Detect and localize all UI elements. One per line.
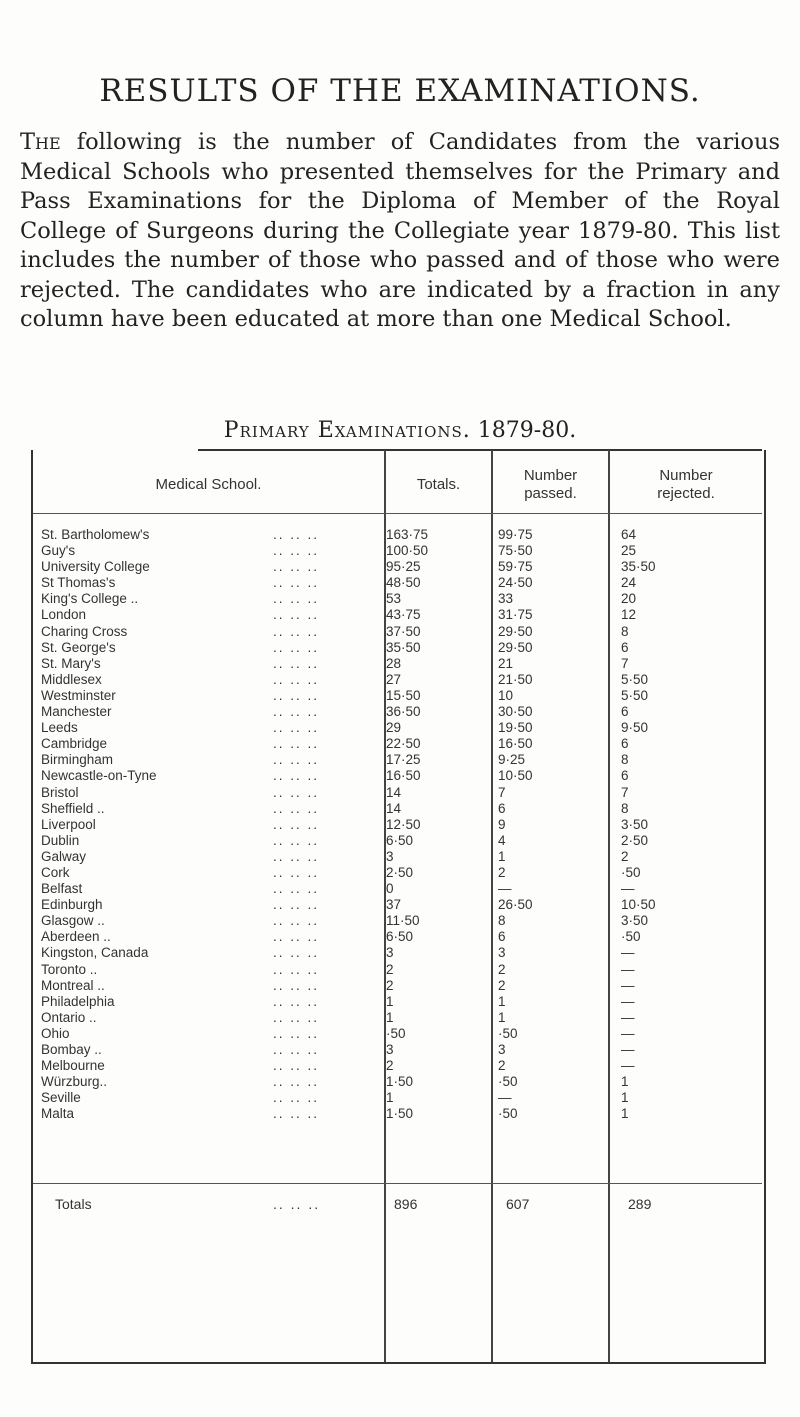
row-passed: 30·50 (498, 704, 533, 720)
leader-dots: .. .. .. (273, 543, 320, 559)
table-row (33, 865, 762, 881)
row-passed: 2 (498, 961, 506, 977)
school-name: St. Mary's (41, 655, 101, 671)
school-name: Seville (41, 1090, 81, 1106)
row-total: 1 (386, 993, 394, 1009)
row-passed: 1 (498, 993, 506, 1009)
school-name: St. Bartholomew's (41, 527, 150, 542)
leader-dots: .. .. .. (273, 929, 320, 945)
leader-dots: .. .. .. (273, 961, 320, 977)
leader-dots: .. .. .. (273, 607, 320, 623)
row-rejected: 20 (621, 591, 637, 607)
row-passed: 26·50 (498, 897, 533, 913)
row-total: 2 (386, 961, 394, 977)
table-row (33, 897, 762, 913)
row-total: 3 (386, 945, 394, 961)
leader-dots: .. .. .. (273, 736, 320, 752)
table-row (33, 785, 762, 801)
leader-dots: .. .. .. (273, 655, 320, 671)
row-rejected: — (621, 945, 635, 961)
row-total: 15·50 (386, 687, 421, 703)
leader-dots: .. .. .. (273, 913, 320, 929)
row-passed: 16·50 (498, 736, 533, 752)
row-passed: 7 (498, 784, 506, 800)
page-heading: RESULTS OF THE EXAMINATIONS. (99, 73, 701, 109)
row-total: 22·50 (386, 736, 421, 752)
leader-dots: .. .. .. (273, 704, 320, 720)
leader-dots: .. .. .. (273, 752, 320, 768)
table-row (33, 543, 762, 559)
row-rejected: 8 (621, 623, 629, 639)
table-row (33, 994, 762, 1010)
leader-dots: .. .. .. (273, 1074, 320, 1090)
row-total: 0 (386, 881, 394, 897)
table-row (33, 591, 762, 607)
school-name: Liverpool (41, 816, 96, 832)
row-passed: 9 (498, 816, 506, 832)
row-rejected: — (621, 993, 635, 1009)
leader-dots: .. .. .. (273, 784, 320, 800)
row-total: 2 (386, 1058, 394, 1074)
section-subheading (0, 418, 800, 443)
row-total: 2·50 (386, 864, 414, 880)
table-row (33, 559, 762, 575)
school-name: Montreal .. (41, 977, 105, 993)
leader-dots: .. .. .. (273, 832, 320, 848)
leader-dots: .. .. .. (273, 768, 320, 784)
school-name: Bombay .. (41, 1042, 102, 1057)
school-name: Middlesex (41, 671, 102, 687)
header-rule (33, 513, 762, 514)
row-rejected: 1 (621, 1090, 629, 1106)
row-total: 12·50 (386, 816, 421, 832)
school-name: Newcastle-on-Tyne (41, 768, 157, 784)
row-passed: 1 (498, 1009, 506, 1025)
school-name: Würzburg.. (41, 1074, 108, 1090)
table-row (33, 575, 762, 591)
table-row (33, 656, 762, 672)
leader-dots: .. .. .. (273, 945, 320, 961)
leader-dots: .. .. .. (273, 864, 320, 880)
school-name: Edinburgh (41, 897, 103, 913)
row-rejected: 3·50 (621, 816, 649, 832)
school-name: University College (41, 559, 150, 575)
row-rejected: 8 (621, 752, 629, 768)
school-name: Birmingham (41, 752, 114, 768)
row-rejected: 6 (621, 639, 629, 655)
leader-dots: .. .. .. (273, 800, 320, 816)
row-total: 2 (386, 977, 394, 993)
row-rejected: 10·50 (621, 897, 656, 913)
row-total: 36·50 (386, 704, 421, 720)
table-row (33, 817, 762, 833)
totals-rejected: 289 (628, 1196, 652, 1212)
leader-dots: .. .. .. (273, 639, 320, 655)
table-row (33, 945, 762, 961)
school-name: Toronto .. (41, 961, 98, 977)
row-passed: 19·50 (498, 720, 533, 736)
totals-dots: .. .. .. (273, 1196, 321, 1212)
school-name: Charing Cross (41, 623, 128, 639)
row-total: 17·25 (386, 752, 421, 768)
school-name: Manchester (41, 704, 112, 720)
header-medical-school: Medical School. (155, 476, 262, 493)
leader-dots: .. .. .. (273, 1009, 320, 1025)
row-total: 53 (386, 591, 402, 607)
leader-dots: .. .. .. (273, 993, 320, 1009)
table-body (33, 527, 762, 1122)
row-passed: 75·50 (498, 543, 533, 559)
row-total: 3 (386, 848, 394, 864)
table-row (33, 736, 762, 752)
row-rejected: 7 (621, 784, 629, 800)
row-passed: 6 (498, 929, 506, 945)
school-name: Dublin (41, 832, 80, 848)
row-total: ·50 (386, 1025, 406, 1041)
row-rejected: 1 (621, 1074, 629, 1090)
row-total: 28 (386, 655, 402, 671)
row-total: 35·50 (386, 639, 421, 655)
table-row (33, 881, 762, 897)
row-total: 100·50 (386, 543, 429, 559)
leader-dots: .. .. .. (273, 1106, 320, 1122)
row-total: 48·50 (386, 575, 421, 591)
table-row (33, 1074, 762, 1090)
row-passed: 8 (498, 913, 506, 929)
table-row (33, 962, 762, 978)
row-rejected: 2·50 (621, 832, 649, 848)
row-passed: 2 (498, 977, 506, 993)
table-row (33, 607, 762, 623)
row-passed: 6 (498, 800, 506, 816)
row-total: 6·50 (386, 929, 414, 945)
table-row (33, 768, 762, 784)
row-passed: 21·50 (498, 671, 533, 687)
leader-dots: .. .. .. (273, 977, 320, 993)
row-rejected: — (621, 1025, 635, 1041)
leader-dots: .. .. .. (273, 897, 320, 913)
table-row (33, 672, 762, 688)
row-passed: 29·50 (498, 639, 533, 655)
table-row (33, 1042, 762, 1058)
footer-rule (33, 1183, 762, 1184)
row-total: 11·50 (386, 913, 420, 929)
leader-dots: .. .. .. (273, 623, 320, 639)
row-rejected: 9·50 (621, 720, 649, 736)
leader-dots: .. .. .. (273, 527, 320, 542)
subheading-year: 1879-80. (477, 418, 577, 443)
table-row (33, 1058, 762, 1074)
header-totals: Totals. (416, 476, 461, 493)
school-name: Philadelphia (41, 993, 115, 1009)
leader-dots: .. .. .. (273, 1090, 320, 1106)
table-row (33, 1090, 762, 1106)
school-name: St. George's (41, 639, 116, 655)
row-passed: 4 (498, 832, 506, 848)
leader-dots: .. .. .. (273, 720, 320, 736)
table-row (33, 688, 762, 704)
row-rejected: 6 (621, 768, 629, 784)
row-passed: 9·25 (498, 752, 526, 768)
table-row (33, 929, 762, 945)
row-total: 6·50 (386, 832, 414, 848)
row-rejected: ·50 (621, 864, 641, 880)
row-rejected: — (621, 1009, 635, 1025)
row-passed: ·50 (498, 1025, 518, 1041)
leader-dots: .. .. .. (273, 848, 320, 864)
table-row (33, 833, 762, 849)
table-row (33, 913, 762, 929)
leader-dots: .. .. .. (273, 575, 320, 591)
row-rejected: — (621, 977, 635, 993)
table-row (33, 527, 762, 543)
leader-dots: .. .. .. (273, 1058, 320, 1074)
table-row (33, 752, 762, 768)
row-total: 1 (386, 1009, 394, 1025)
school-name: Ohio (41, 1025, 70, 1041)
row-total: 27 (386, 671, 402, 687)
row-passed: 24·50 (498, 575, 533, 591)
row-rejected: 6 (621, 736, 629, 752)
row-rejected: 6 (621, 704, 629, 720)
row-rejected: 3·50 (621, 913, 649, 929)
row-passed: 3 (498, 1042, 506, 1057)
row-rejected: — (621, 881, 635, 897)
row-rejected: ·50 (621, 929, 641, 945)
totals-label: Totals (55, 1196, 92, 1212)
school-name: Sheffield .. (41, 800, 105, 816)
row-total: 14 (386, 784, 402, 800)
school-name: Westminster (41, 687, 116, 703)
leader-dots: .. .. .. (273, 671, 320, 687)
intro-lead: The (20, 129, 61, 155)
row-total: 3 (386, 1042, 394, 1057)
row-passed: 2 (498, 1058, 506, 1074)
row-rejected: — (621, 961, 635, 977)
school-name: Cambridge (41, 736, 108, 752)
intro-text: following is the number of Candidates from the various Medical Schools who presented themselves for the Primary and Pass Examinations for the Diploma of Member of the Royal College of Surgeons during the Collegiate year 1879-80. This list includes the number of those who passed and of those who were rejected. The candidates who are indicated by a fraction in any column have been educated at more than one Medical School. (20, 129, 780, 332)
row-rejected: 7 (621, 655, 629, 671)
school-name: Malta (41, 1106, 75, 1122)
school-name: Galway (41, 848, 87, 864)
leader-dots: .. .. .. (273, 559, 320, 575)
row-rejected: — (621, 1058, 635, 1074)
row-total: 14 (386, 800, 402, 816)
row-rejected: 64 (621, 527, 637, 542)
header-number-rejected: Number rejected. (657, 467, 715, 502)
row-passed: 10·50 (498, 768, 533, 784)
school-name: Kingston, Canada (41, 945, 149, 961)
row-passed: ·50 (498, 1074, 518, 1090)
school-name: Guy's (41, 543, 76, 559)
row-total: 95·25 (386, 559, 421, 575)
totals-total: 896 (394, 1196, 418, 1212)
school-name: Ontario .. (41, 1009, 97, 1025)
row-total: 1 (386, 1090, 394, 1106)
leader-dots: .. .. .. (273, 591, 320, 607)
row-total: 1·50 (386, 1106, 414, 1122)
table-row (33, 1106, 762, 1122)
row-total: 43·75 (386, 607, 421, 623)
row-rejected: 2 (621, 848, 629, 864)
row-passed: — (498, 881, 512, 897)
leader-dots: .. .. .. (273, 687, 320, 703)
row-passed: 29·50 (498, 623, 533, 639)
table-row (33, 624, 762, 640)
subheading-label: Primary Examinations. (223, 418, 471, 443)
leader-dots: .. .. .. (273, 881, 320, 897)
row-total: 163·75 (386, 527, 429, 542)
leader-dots: .. .. .. (273, 1042, 320, 1057)
row-passed: ·50 (498, 1106, 518, 1122)
row-rejected: 5·50 (621, 671, 649, 687)
school-name: London (41, 607, 87, 623)
row-passed: — (498, 1090, 512, 1106)
row-rejected: 35·50 (621, 559, 656, 575)
row-rejected: 12 (621, 607, 637, 623)
row-passed: 33 (498, 591, 514, 607)
row-passed: 2 (498, 864, 506, 880)
school-name: King's College .. (41, 591, 139, 607)
row-total: 37·50 (386, 623, 421, 639)
table-row (33, 801, 762, 817)
school-name: Bristol (41, 784, 79, 800)
table-row (33, 1010, 762, 1026)
row-passed: 21 (498, 655, 514, 671)
table-row (33, 849, 762, 865)
table-row (33, 640, 762, 656)
totals-row (33, 1195, 762, 1213)
leader-dots: .. .. .. (273, 1025, 320, 1041)
leader-dots: .. .. .. (273, 816, 320, 832)
row-rejected: 25 (621, 543, 637, 559)
row-passed: 59·75 (498, 559, 533, 575)
row-rejected: 24 (621, 575, 637, 591)
school-name: Leeds (41, 720, 78, 736)
row-total: 1·50 (386, 1074, 414, 1090)
table-row (33, 1026, 762, 1042)
row-rejected: 5·50 (621, 687, 649, 703)
school-name: Belfast (41, 881, 83, 897)
school-name: Cork (41, 864, 70, 880)
row-rejected: — (621, 1042, 635, 1057)
row-total: 37 (386, 897, 402, 913)
row-passed: 10 (498, 687, 514, 703)
school-name: Aberdeen .. (41, 929, 111, 945)
row-total: 16·50 (386, 768, 421, 784)
header-number-passed: Number passed. (523, 467, 578, 502)
school-name: Glasgow .. (41, 913, 105, 929)
row-passed: 99·75 (498, 527, 533, 542)
intro-paragraph (20, 128, 780, 335)
row-rejected: 8 (621, 800, 629, 816)
row-passed: 3 (498, 945, 506, 961)
row-rejected: 1 (621, 1106, 629, 1122)
table-row (33, 720, 762, 736)
table-row (33, 978, 762, 994)
totals-passed: 607 (506, 1196, 530, 1212)
row-passed: 31·75 (498, 607, 533, 623)
school-name: Melbourne (41, 1058, 105, 1074)
table-row (33, 704, 762, 720)
row-passed: 1 (498, 848, 506, 864)
school-name: St Thomas's (41, 575, 116, 591)
row-total: 29 (386, 720, 402, 736)
